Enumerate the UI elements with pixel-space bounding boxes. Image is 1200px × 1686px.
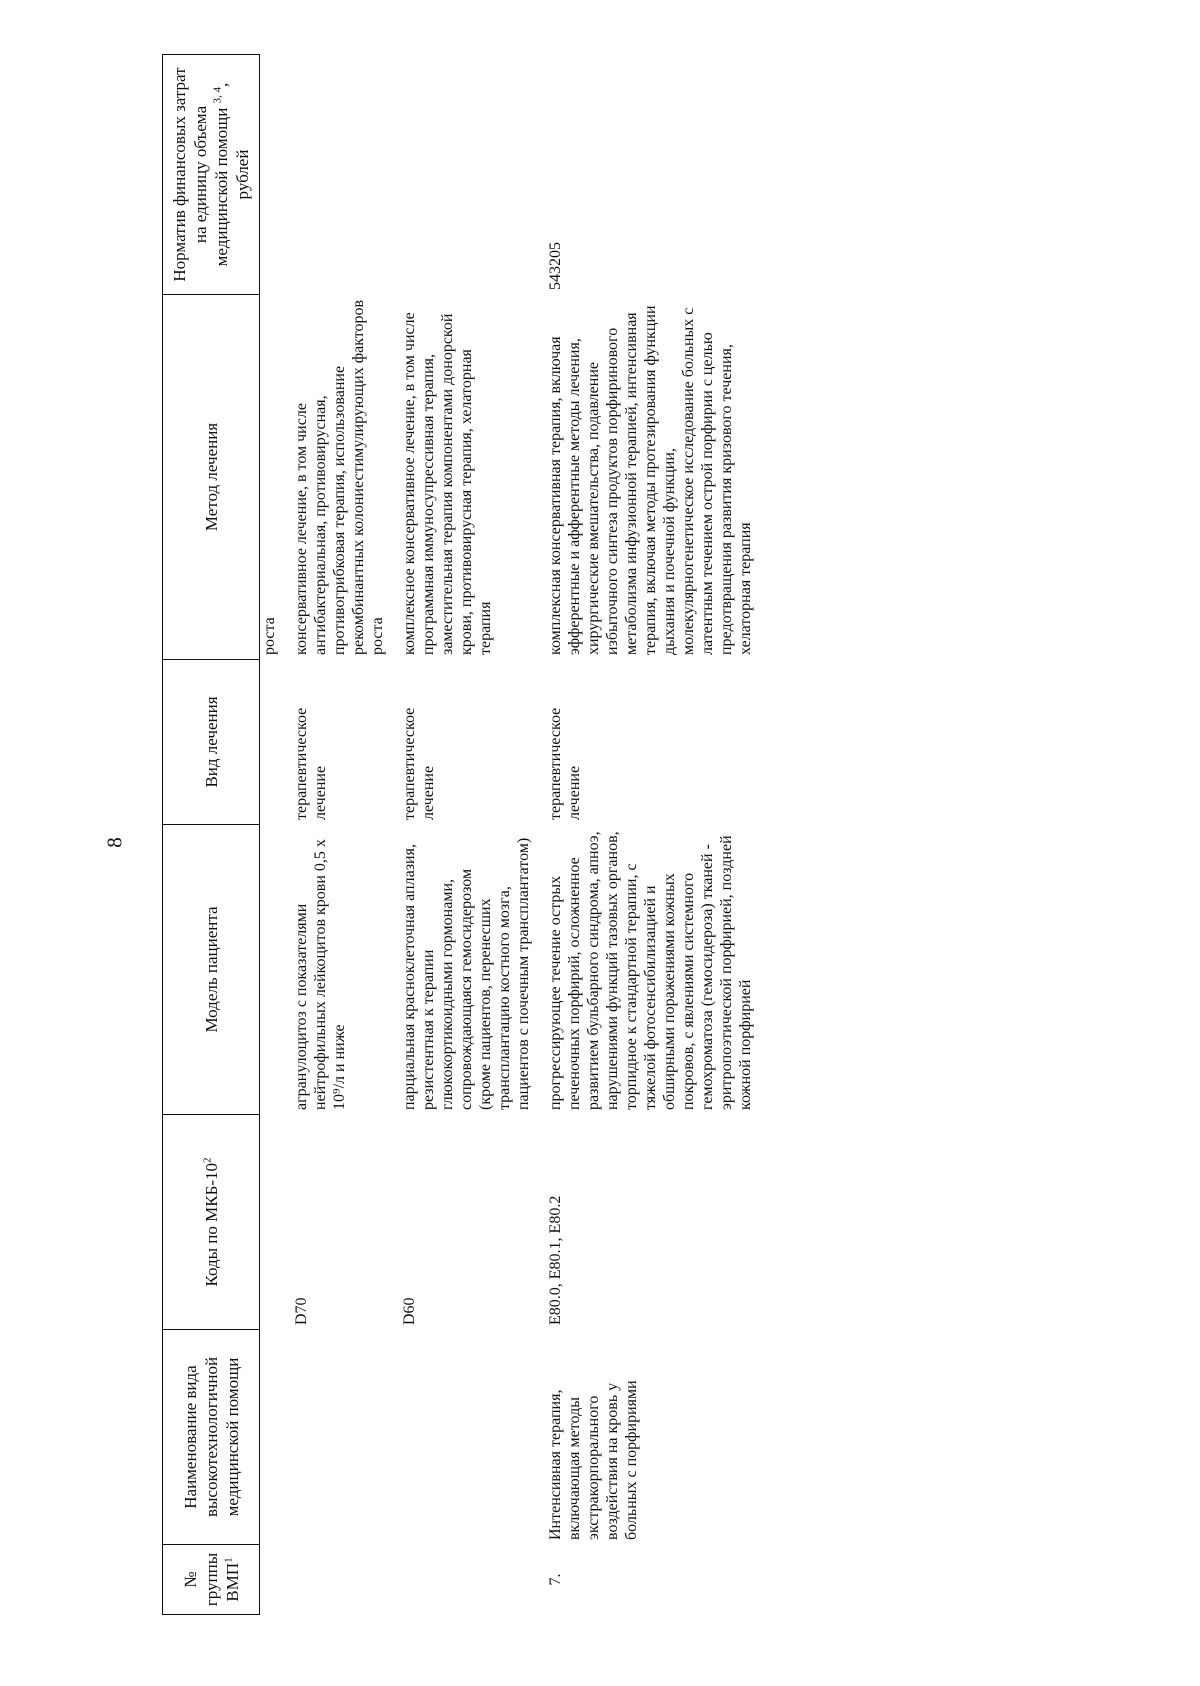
table-row (260, 55, 290, 1615)
cell-codes: D70 (293, 1297, 310, 1325)
cell-cost (397, 55, 543, 295)
cell-codes: D60 (401, 1297, 418, 1325)
header-care-type-name: Наименование вида высокотехнологичной медицинской помощи (163, 1330, 260, 1545)
cell-name (397, 1330, 543, 1545)
cell-cost (289, 55, 397, 295)
cell-kind: терапевтическое лечение (401, 707, 437, 820)
vmp-table (162, 54, 765, 1615)
header-icd-codes: Коды по МКБ-$10^2$ (163, 1115, 260, 1330)
cell-codes: E80.0, E80.1, E80.2 (547, 1195, 564, 1325)
table-header-row (163, 55, 260, 1615)
cell-method: консервативное лечение, в том числе антибактериальная, противовирусная, противогрибковая терапия, использование рекомбинантных колониестимулирующих факторов роста (293, 299, 386, 655)
table-row (543, 55, 765, 1615)
cell-group (289, 1545, 397, 1615)
header-treatment-method: Метод лечения (163, 295, 260, 660)
header-cost-standard: Норматив финансовых затрат на единицу объема медицинской помощи $^{3, 4}$, рублей (163, 55, 260, 295)
cell-method: комплексное консервативное лечение, в том числе программная иммуносупрессивная терапия, заместительная терапия компонентами донорской крови, противовирусная терапия, хелаторная терапия (401, 312, 494, 655)
cell-method: роста (261, 617, 278, 655)
table-row (397, 55, 543, 1615)
cell-kind: терапевтическое лечение (547, 707, 583, 820)
cell-model: прогрессирующее течение острых печеночных порфирий, осложненное развитием бульбарного синдрома, апноэ, нарушениями функций тазовых органов, торпидное к стандартной терапии, с тяжелой фотосенсибилизацией и обширными поражениями кожных покровов, с явлениями системного гемохроматоза (гемосидероза) тканей - эритропоэтической порфирией, поздней кожной порфирией (547, 831, 754, 1110)
table-row (289, 55, 397, 1615)
cell-kind: терапевтическое лечение (293, 707, 329, 820)
cell-group (397, 1545, 543, 1615)
cell-group (260, 1545, 290, 1615)
cell-cost: 543205 (547, 242, 564, 290)
cell-name: Интенсивная терапия, включающая методы экстракорпорального воздействия на кровь у больных с порфириями (547, 1380, 640, 1540)
cell-cost (260, 55, 290, 295)
header-group-number: № группы ВМП$^1$ (163, 1545, 260, 1615)
rotated-page-content (162, 55, 1200, 1615)
page-number: 8 (102, 837, 127, 848)
header-treatment-kind: Вид лечения (163, 660, 260, 825)
cell-name (289, 1330, 397, 1545)
cell-name (260, 1330, 290, 1545)
cell-kind (260, 660, 290, 825)
cell-model: парциальная красноклеточная аплазия, резистентная к терапии глюкокортикоидными гормонами, сопровождающаяся гемосидерозом (кроме пациентов, перенесших трансплантацию костного мозга, пациентов с почечным трансплантатом) (401, 837, 532, 1110)
cell-codes (260, 1115, 290, 1330)
cell-method: комплексная консервативная терапия, включая эфферентные и афферентные методы лечения, хирургические вмешательства, подавление избыточного синтеза продуктов порфиринового метаболизма инфузионной терапией, интенсивная терапия, включая методы протезирования функции дыхания и почечной функции, молекулярногенетическое исследование больных с латентным течением острой порфирии с целью предотвращения развития кризового течения, хелаторная терапия (547, 305, 754, 655)
cell-group: 7. (547, 1573, 564, 1586)
header-patient-model: Модель пациента (163, 825, 260, 1115)
cell-model (260, 825, 290, 1115)
cell-model: агранулоцитоз с показателями нейтрофильных лейкоцитов крови 0,5 х 10⁹/л и ниже (293, 839, 348, 1110)
